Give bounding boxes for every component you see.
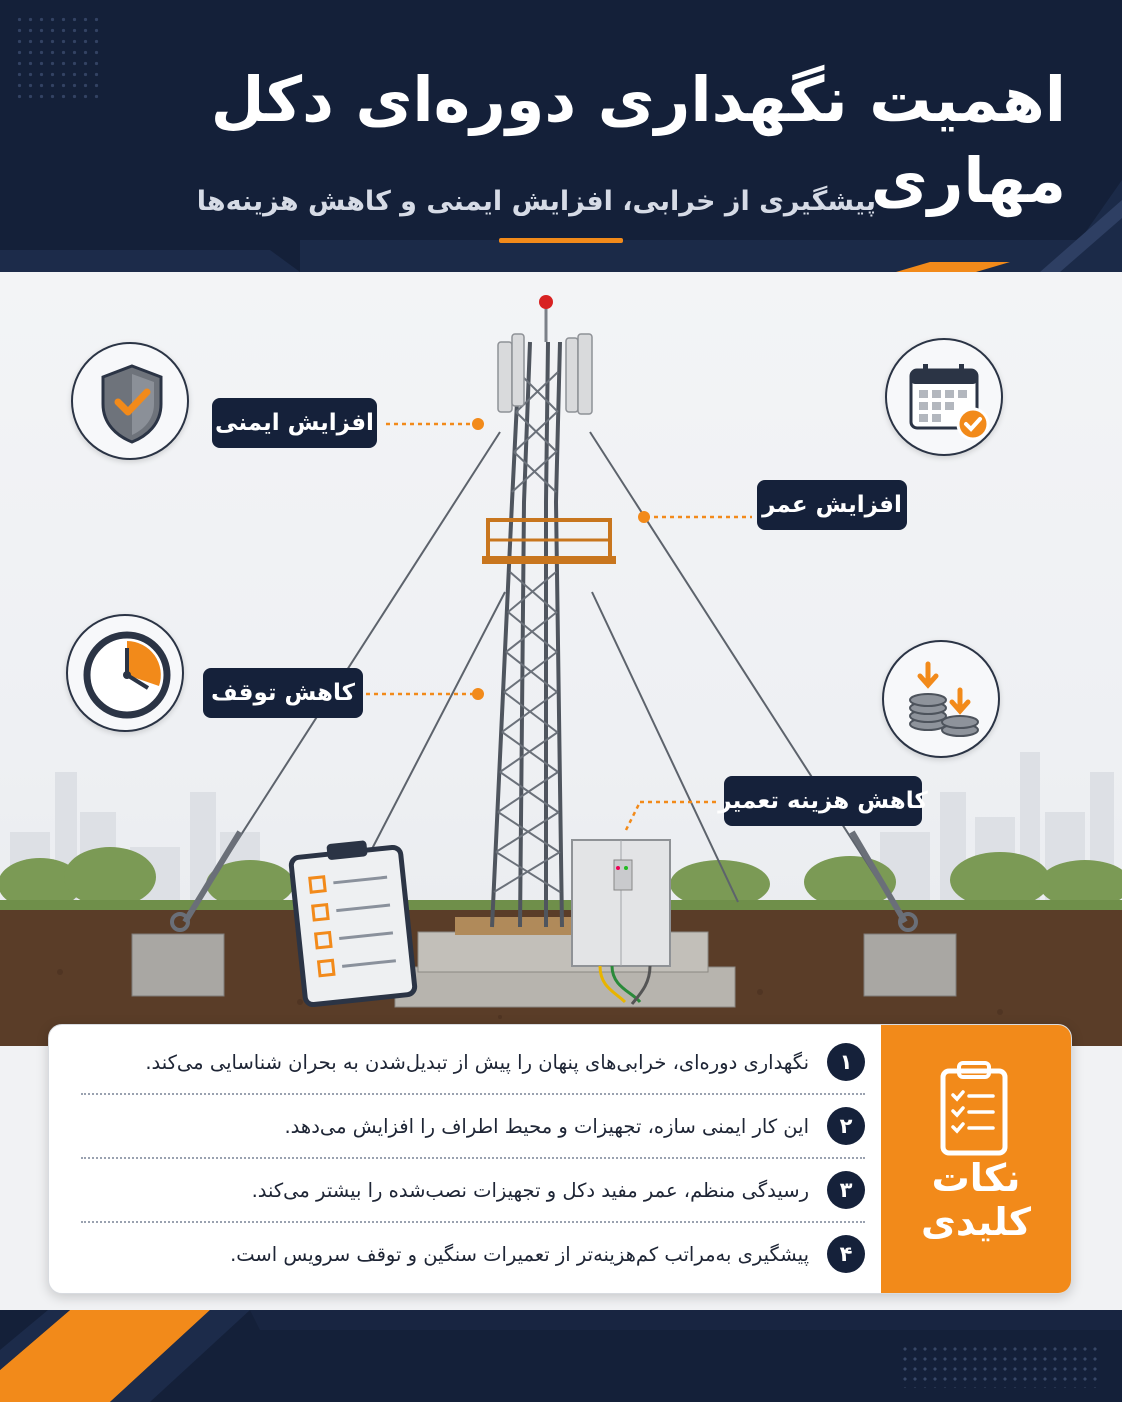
key-points-sidebar (881, 1025, 1071, 1294)
callout-repair-cost: کاهش هزینه تعمیر (724, 776, 922, 826)
key-point-1 (81, 1035, 865, 1089)
divider (81, 1221, 865, 1223)
key-point-text: رسیدگی منظم، عمر مفید دکل و تجهیزات نصب‌شده را بیشتر می‌کند. (251, 1178, 809, 1202)
clock-icon (66, 614, 184, 732)
antenna-panels (498, 334, 592, 414)
decorative-dots (900, 1344, 1100, 1388)
key-point-number: ۳ (827, 1171, 865, 1209)
callout-safety: افزایش ایمنی (212, 398, 377, 448)
divider (81, 1093, 865, 1095)
key-points-panel (48, 1024, 1072, 1294)
tower-scene (0, 272, 1122, 1046)
calendar-check-icon (885, 338, 1003, 456)
key-point-number: ۲ (827, 1107, 865, 1145)
key-point-text: این کار ایمنی سازه، تجهیزات و محیط اطراف را افزایش می‌دهد. (284, 1114, 809, 1138)
clipboard-icon (881, 1047, 1071, 1167)
key-points-title (881, 1157, 1071, 1244)
key-point-2 (81, 1099, 865, 1153)
key-point-text: پیشگیری به‌مراتب کم‌هزینه‌تر از تعمیرات سنگین و توقف سرویس است. (230, 1242, 809, 1266)
key-point-number: ۱ (827, 1043, 865, 1081)
key-points-title-line1: نکات (931, 1156, 1021, 1200)
page-title: اهمیت نگهداری دوره‌ای دکل مهاری (210, 63, 1066, 217)
callout-downtime: کاهش توقف (203, 668, 363, 718)
key-point-4 (81, 1227, 865, 1281)
clipboard-checklist-icon (291, 840, 416, 1005)
header-banner (0, 0, 1122, 272)
key-point-number: ۴ (827, 1235, 865, 1273)
coins-down-icon (882, 640, 1000, 758)
key-point-3 (81, 1163, 865, 1217)
divider (81, 1157, 865, 1159)
key-points-title-line2: کلیدی (921, 1199, 1031, 1244)
subtitle-underline (499, 238, 623, 243)
key-point-text: نگهداری دوره‌ای، خرابی‌های پنهان را پیش از تبدیل‌شدن به بحران شناسایی می‌کند. (145, 1050, 809, 1074)
beacon-light (539, 295, 553, 309)
shield-check-icon (71, 342, 189, 460)
tower-platform (482, 520, 616, 564)
footer-banner (0, 1310, 1122, 1402)
page-subtitle: پیشگیری از خرابی، افزایش ایمنی و کاهش هزینه‌ها (196, 186, 876, 217)
callout-lifespan: افزایش عمر (757, 480, 907, 530)
